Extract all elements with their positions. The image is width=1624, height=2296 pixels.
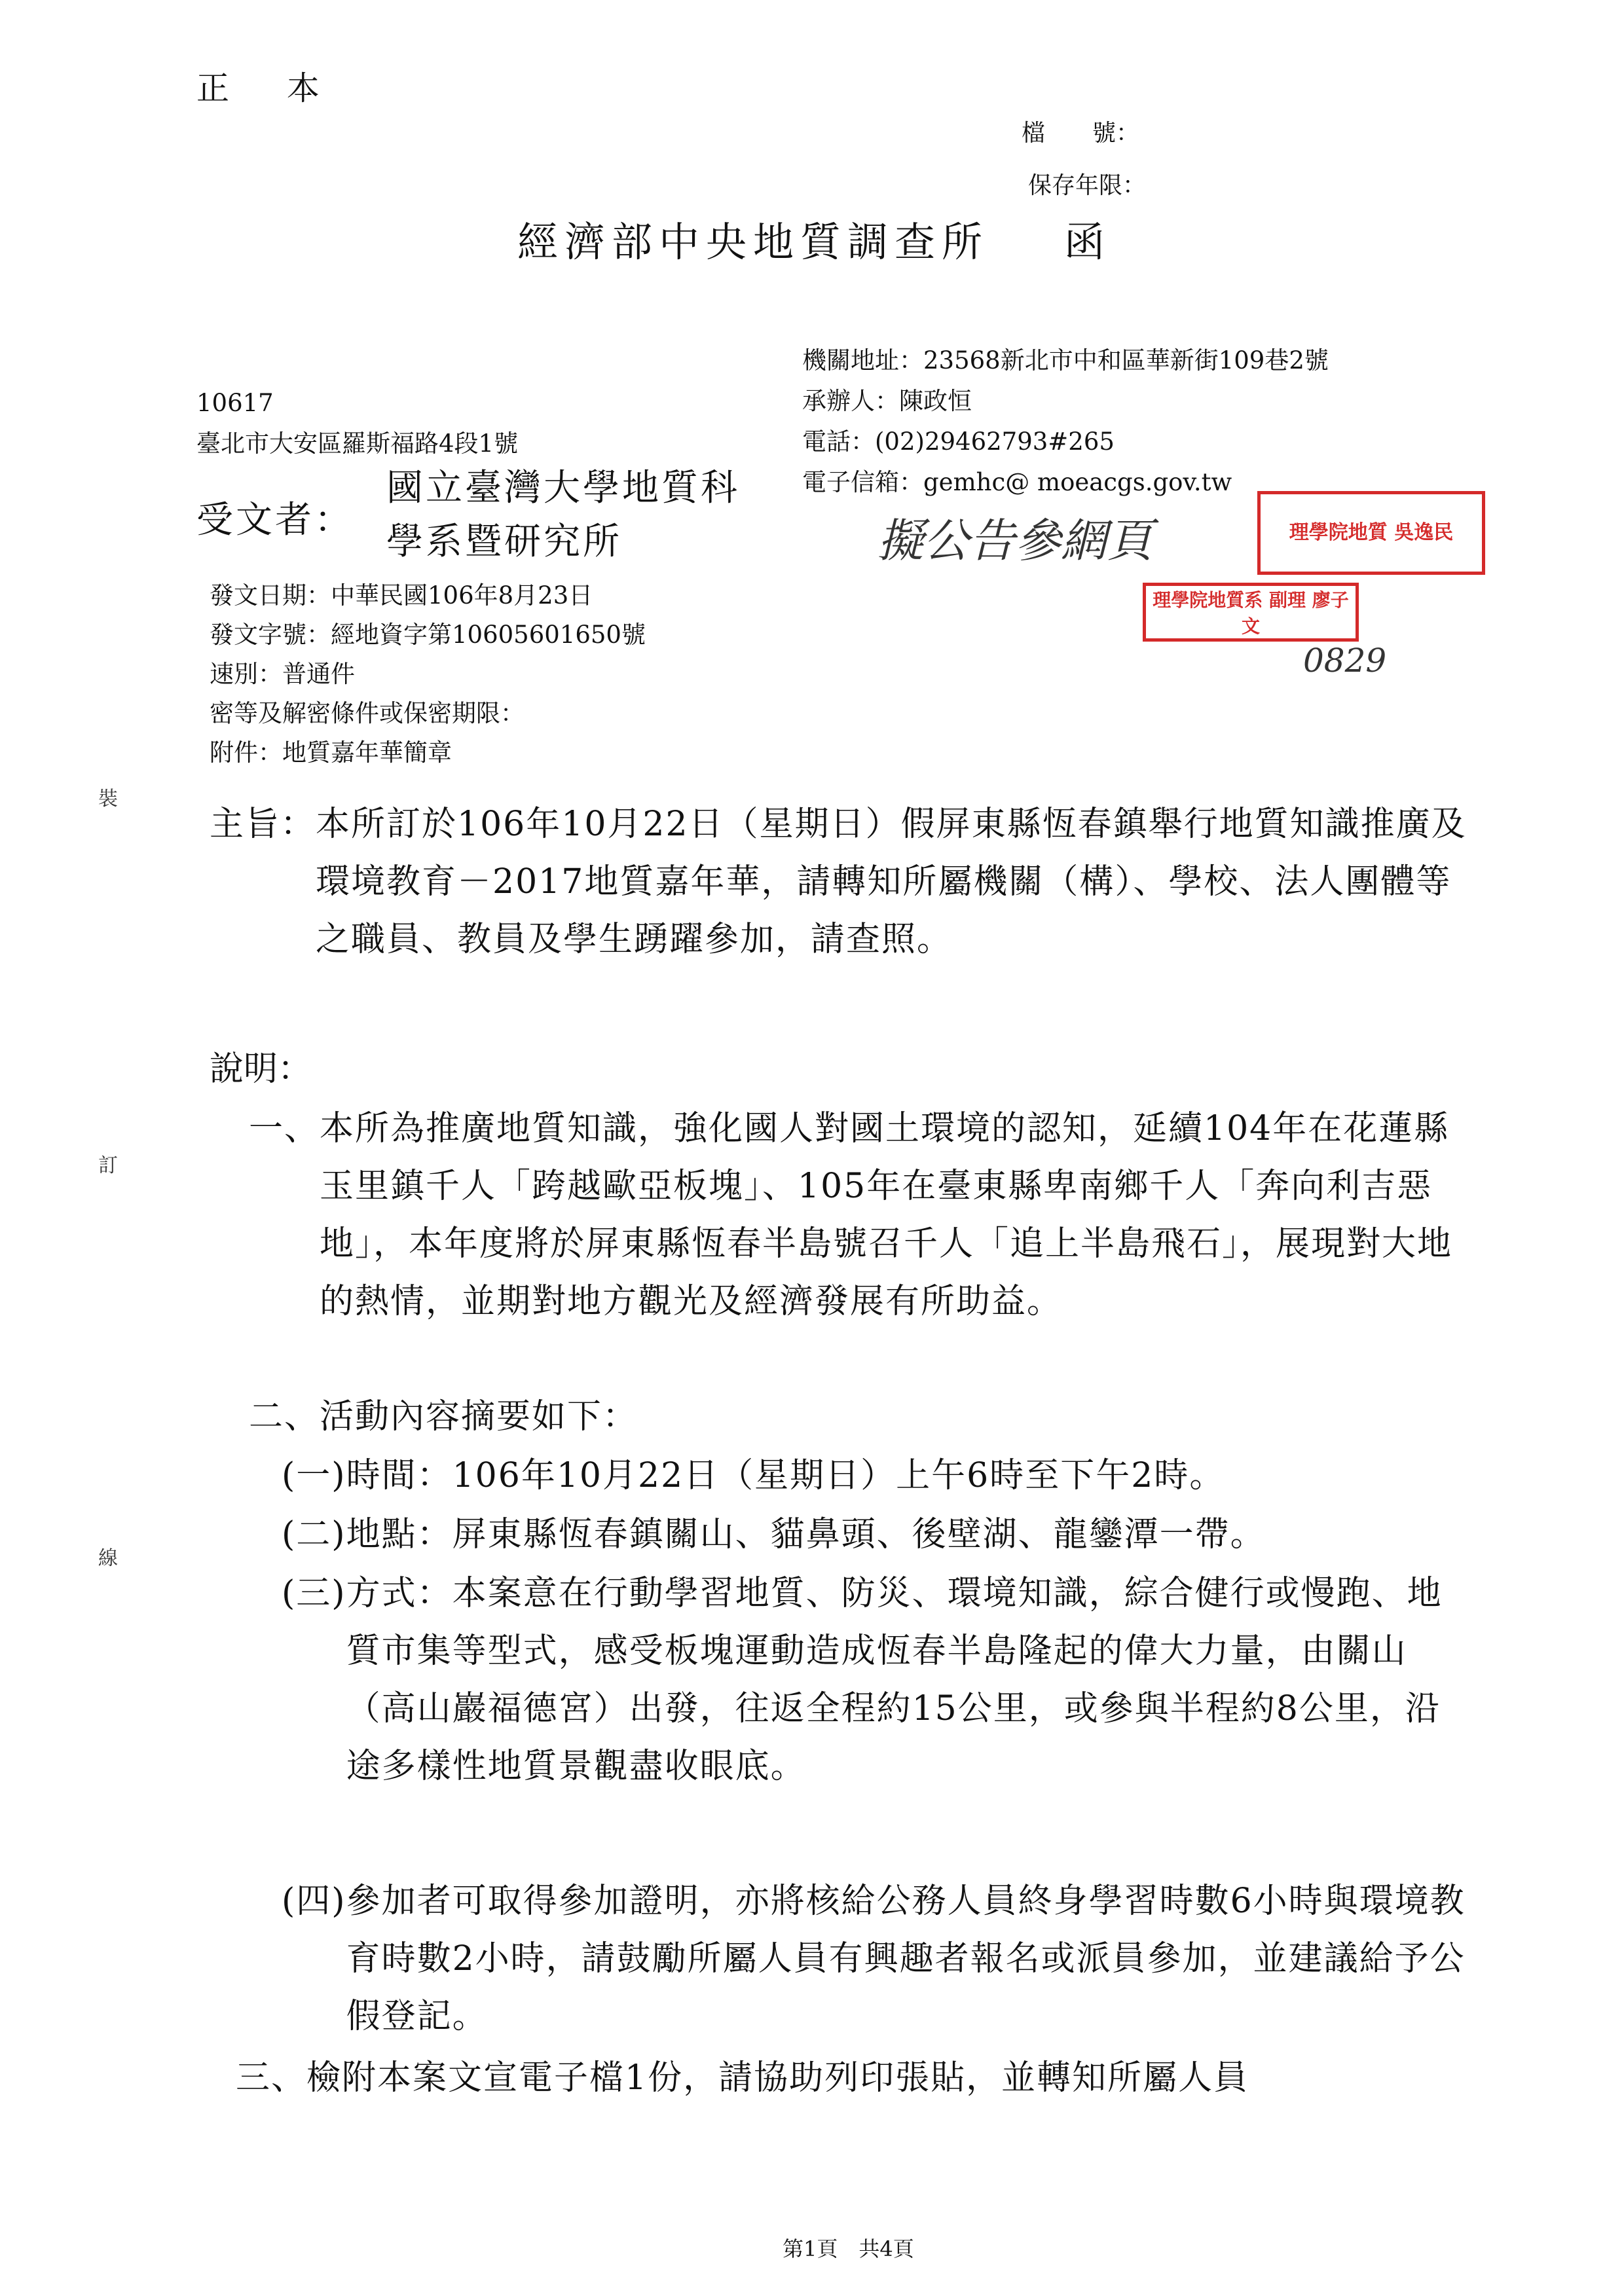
handwritten-date: 0829 [1303, 642, 1387, 680]
document-meta [210, 576, 646, 773]
subitem-2-text: 地點：屏東縣恆春鎮關山、貓鼻頭、後壁湖、龍鑾潭一帶。 [346, 1515, 1266, 1554]
item-2-text: 活動內容摘要如下： [320, 1397, 638, 1436]
subitem-4 [282, 1872, 1473, 2045]
meta-secrecy: 密等及解密條件或保密期限： [210, 699, 525, 727]
org-phone: 電話：(02)29462793#265 [802, 428, 1115, 456]
recipient-zip: 10617 [196, 389, 274, 417]
subitem-3-label: (三) [282, 1574, 346, 1613]
recipient-name-line2: 學系暨研究所 [386, 520, 622, 563]
item-1-text: 本所為推廣地質知識，強化國人對國土環境的認知，延續104年在花蓮縣玉里鎮千人「跨越歐亞板塊」、105年在臺東縣卑南鄉千人「奔向利吉惡地」，本年度將於屏東縣恆春半島號召千人「追上半島飛石」，展現對大地的熱情，並期對地方觀光及經濟發展有所助益。 [320, 1109, 1453, 1321]
page-footer: 第1頁 共4頁 [783, 2236, 914, 2261]
subitem-1 [282, 1447, 1473, 1504]
recipient-name [386, 462, 740, 569]
binding-mark-zhuang: 裝 [98, 788, 118, 811]
subject-text: 本所訂於106年10月22日（星期日）假屏東縣恆春鎮舉行地質知識推廣及環境教育－2017地質嘉年華，請轉知所屬機關（構）、學校、法人團體等之職員、教員及學生踴躍參加，請查照。 [316, 805, 1467, 959]
red-stamp-1: 理學院地質 吳逸民 [1257, 491, 1485, 575]
item-1-label: 一、 [249, 1109, 320, 1148]
subitem-1-label: (一) [282, 1456, 346, 1495]
explanation-label: 說明： [210, 1049, 312, 1089]
meta-speed: 速別：普通件 [210, 660, 355, 688]
red-stamp-2: 理學院地質系 副理 廖子文 [1143, 583, 1359, 642]
subject-paragraph [210, 795, 1473, 968]
binding-mark-xian: 線 [98, 1547, 118, 1570]
meta-doc-no: 發文字號：經地資字第10605601650號 [210, 621, 646, 649]
subitem-4-text: 參加者可取得參加證明，亦將核給公務人員終身學習時數6小時與環境教育時數2小時，請鼓勵所屬人員有興趣者報名或派員參加，並建議給予公假登記。 [346, 1882, 1466, 2036]
subject-label: 主旨： [210, 805, 316, 844]
recipient-name-line1: 國立臺灣大學地質科 [386, 467, 740, 509]
document-type: 函 [1064, 218, 1105, 266]
meta-date: 發文日期：中華民國106年8月23日 [210, 581, 593, 610]
item-1 [249, 1100, 1473, 1330]
subitem-2-label: (二) [282, 1515, 346, 1554]
file-number-label: 檔 號： [1022, 120, 1140, 147]
subitem-3-text: 方式：本案意在行動學習地質、防災、環境知識，綜合健行或慢跑、地質市集等型式，感受板塊運動造成恆春半島隆起的偉大力量，由關山（高山巖福德宮）出發，往返全程約15公里，或參與半程約8公里，沿途多樣性地質景觀盡收眼底。 [346, 1574, 1443, 1786]
item-3-text: 檢附本案文宣電子檔1份，請協助列印張貼，並轉知所屬人員 [306, 2058, 1249, 2098]
meta-attachment: 附件：地質嘉年華簡章 [210, 738, 452, 767]
copy-mark: 正 本 [196, 69, 343, 107]
retention-label: 保存年限： [1028, 172, 1147, 199]
item-3 [236, 2049, 1473, 2107]
subitem-1-text: 時間：106年10月22日（星期日）上午6時至下午2時。 [346, 1456, 1225, 1495]
handwritten-note: 擬公告參網頁 [877, 514, 1153, 568]
item-2-label: 二、 [249, 1397, 320, 1436]
recipient-street: 臺北市大安區羅斯福路4段1號 [196, 429, 519, 458]
subitem-3 [282, 1565, 1473, 1795]
recipient-label: 受文者： [196, 499, 354, 541]
item-3-label: 三、 [236, 2058, 307, 2098]
org-email: 電子信箱：gemhc@ moeacgs.gov.tw [802, 468, 1232, 496]
document-title: 經濟部中央地質調查所 [517, 218, 989, 266]
binding-mark-ding: 訂 [98, 1154, 118, 1177]
org-info [802, 340, 1329, 503]
recipient-address [196, 383, 518, 464]
org-handler: 承辦人：陳政恒 [802, 387, 972, 415]
subitem-4-label: (四) [282, 1882, 346, 1921]
subitem-2 [282, 1506, 1473, 1563]
org-address: 機關地址：23568新北市中和區華新街109巷2號 [802, 346, 1329, 374]
item-2 [249, 1388, 1473, 1446]
